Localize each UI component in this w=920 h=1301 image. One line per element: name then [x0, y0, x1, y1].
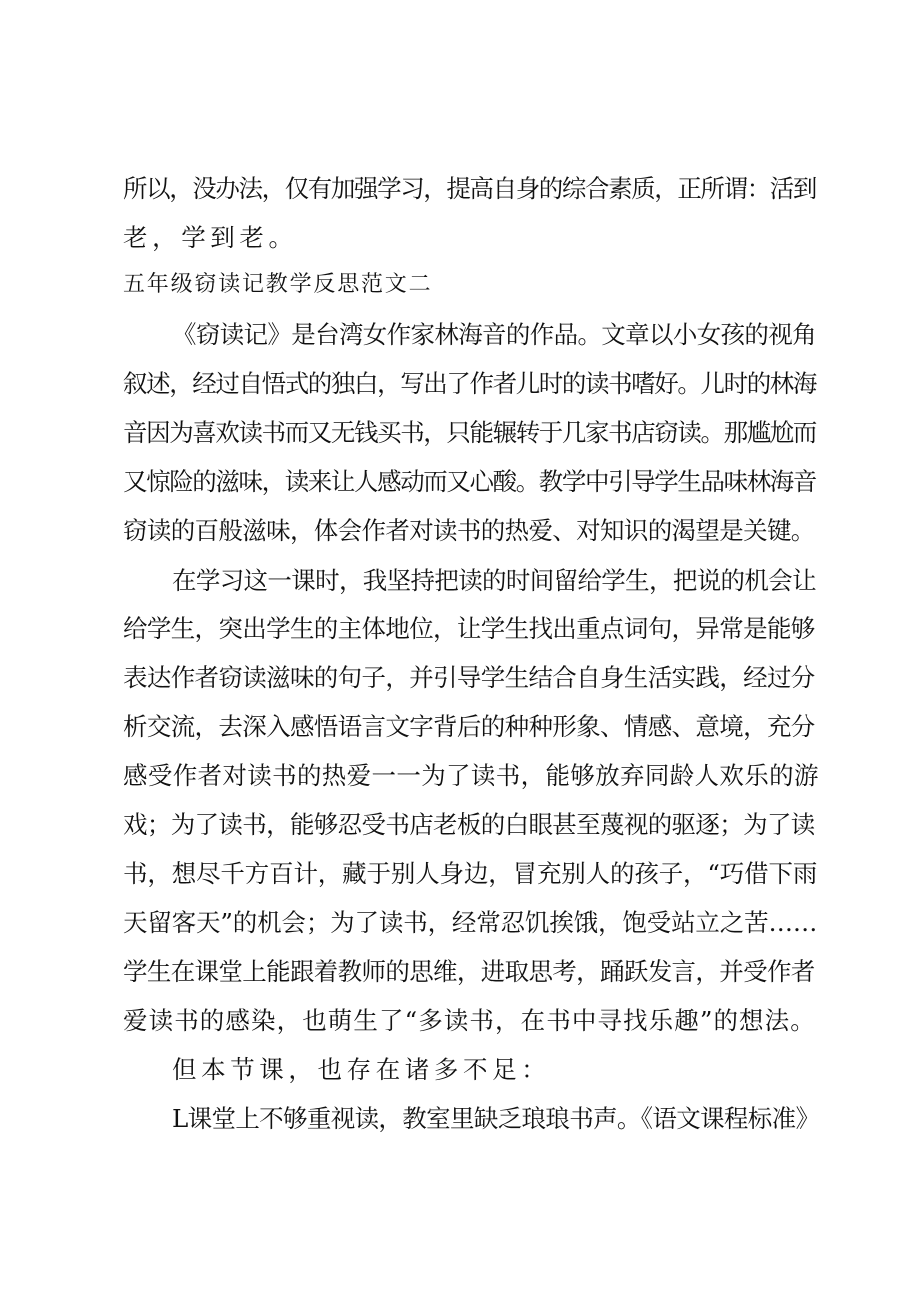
- paragraph-line: 在学习这一课时，我坚持把读的时间留给学生，把说的机会让: [172, 566, 816, 595]
- paragraph-line: 戏；为了读书，能够忍受书店老板的白眼甚至蔑视的驱逐；为了读: [123, 810, 815, 839]
- paragraph-line: 爱读书的感染，也萌生了“多读书，在书中寻找乐趣”的想法。: [123, 1006, 816, 1035]
- paragraph-line: 但本节课，也存在诸多不足：: [172, 1055, 551, 1084]
- paragraph-line: L课堂上不够重视读，教室里缺乏琅琅书声。《语文课程标准》: [172, 1104, 820, 1133]
- paragraph-line: 天留客天”的机会；为了读书，经常忍饥挨饿，饱受站立之苦……: [123, 908, 818, 937]
- paragraph-line: 析交流，去深入感悟语言文字背后的种种形象、情感、意境，充分: [123, 712, 815, 741]
- paragraph-line: 感受作者对读书的热爱一一为了读书，能够放弃同龄人欢乐的游: [123, 761, 819, 790]
- paragraph-line: 又惊险的滋味，读来让人感动而又心酸。教学中引导学生品味林海音: [123, 467, 816, 496]
- paragraph-line: 音因为喜欢读书而又无钱买书，只能辗转于几家书店窃读。那尴尬而: [123, 418, 816, 447]
- paragraph-line: 给学生，突出学生的主体地位，让学生找出重点词句，异常是能够: [123, 614, 815, 643]
- paragraph-line: 所以，没办法，仅有加强学习，提高自身的综合素质，正所谓：活到: [123, 174, 816, 203]
- paragraph-line: 《窃读记》是台湾女作家林海音的作品。文章以小女孩的视角: [172, 320, 816, 349]
- paragraph-line: 表达作者窃读滋味的句子，并引导学生结合自身生活实践，经过分: [123, 663, 815, 692]
- section-heading: 五年级窃读记教学反思范文二: [123, 272, 433, 297]
- paragraph-line: 书，想尽千方百计，藏于别人身边，冒充别人的孩子，“巧借下雨: [123, 859, 818, 888]
- paragraph-line: 叙述，经过自悟式的独白，写出了作者儿时的读书嗜好。儿时的林海: [123, 369, 816, 398]
- paragraph-line: 窃读的百般滋味，体会作者对读书的热爱、对知识的渴望是关键。: [123, 516, 815, 545]
- paragraph-line: 学生在课堂上能跟着教师的思维，进取思考，踊跃发言，并受作者: [123, 957, 815, 986]
- paragraph-line: 老，学到老。: [123, 223, 298, 252]
